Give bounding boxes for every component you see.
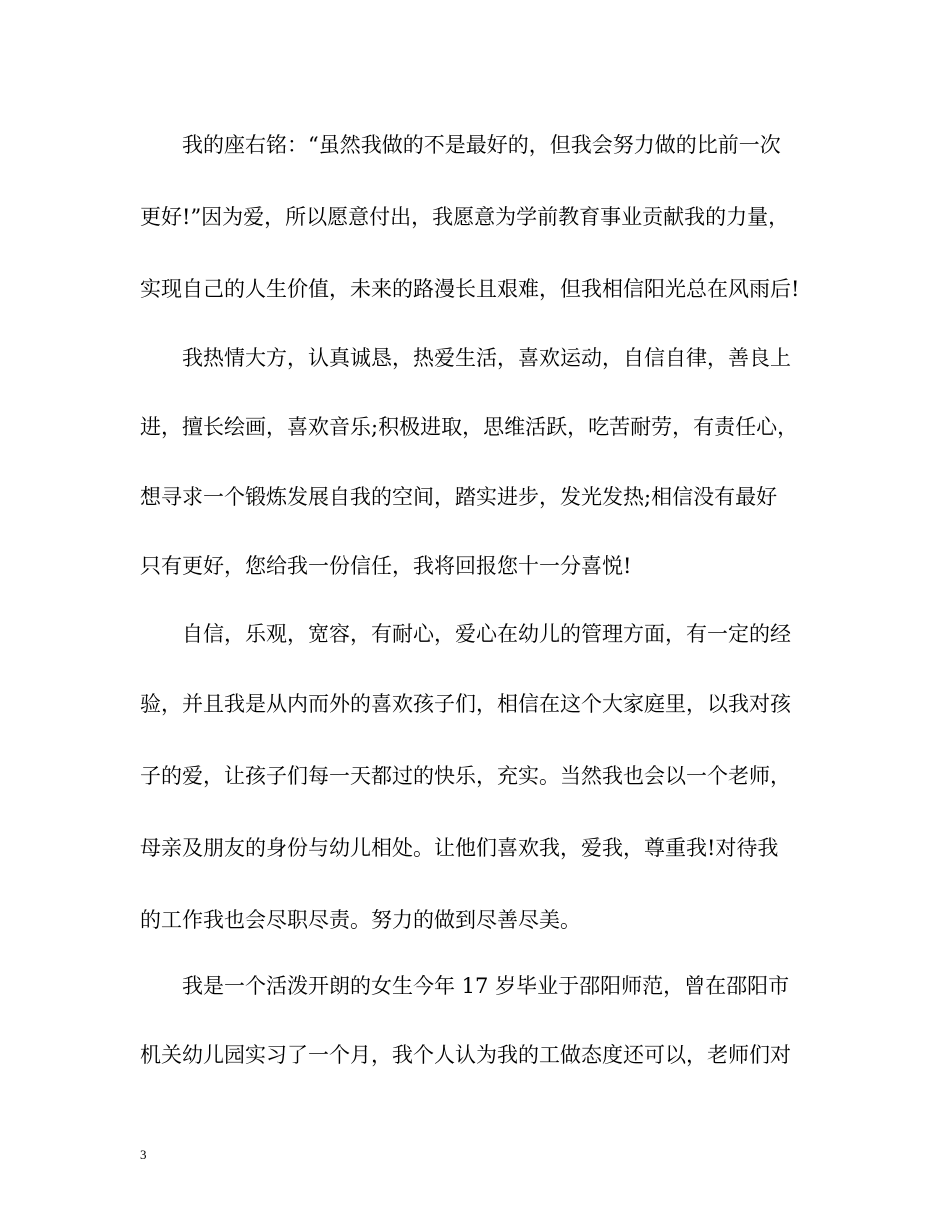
- text-line: 的工作我也会尽职尽责。努力的做到尽善尽美。: [140, 908, 581, 932]
- text-line: 更好!”因为爱，所以愿意付出，我愿意为学前教育事业贡献我的力量，: [140, 205, 790, 229]
- text-line: 实现自己的人生价值，未来的路漫长且艰难，但我相信阳光总在风雨后!: [140, 277, 800, 301]
- text-line: 我是一个活泼开朗的女生今年 17 岁毕业于邵阳师范，曾在邵阳市: [182, 974, 790, 998]
- page-number: 3: [140, 1147, 147, 1162]
- text-line: 想寻求一个锻炼发展自我的空间，踏实进步，发光发热;相信没有最好: [140, 485, 778, 509]
- text-line: 我的座右铭：“虽然我做的不是最好的，但我会努力做的比前一次: [182, 133, 781, 157]
- text-line: 只有更好，您给我一份信任，我将回报您十一分喜悦!: [140, 554, 632, 578]
- text-line: 子的爱，让孩子们每一天都过的快乐，充实。当然我也会以一个老师，: [140, 764, 791, 788]
- text-line: 验，并且我是从内而外的喜欢孩子们，相信在这个大家庭里，以我对孩: [140, 692, 791, 716]
- text-line: 我热情大方，认真诚恳，热爱生活，喜欢运动，自信自律，善良上: [182, 346, 791, 370]
- text-line: 进，擅长绘画，喜欢音乐;积极进取，思维活跃，吃苦耐劳，有责任心，: [140, 415, 799, 439]
- text-line: 母亲及朋友的身份与幼儿相处。让他们喜欢我，爱我，尊重我!对待我: [140, 836, 779, 860]
- text-line: 机关幼儿园实习了一个月，我个人认为我的工做态度还可以，老师们对: [140, 1043, 791, 1067]
- text-line: 自信，乐观，宽容，有耐心，爱心在幼儿的管理方面，有一定的经: [182, 622, 791, 646]
